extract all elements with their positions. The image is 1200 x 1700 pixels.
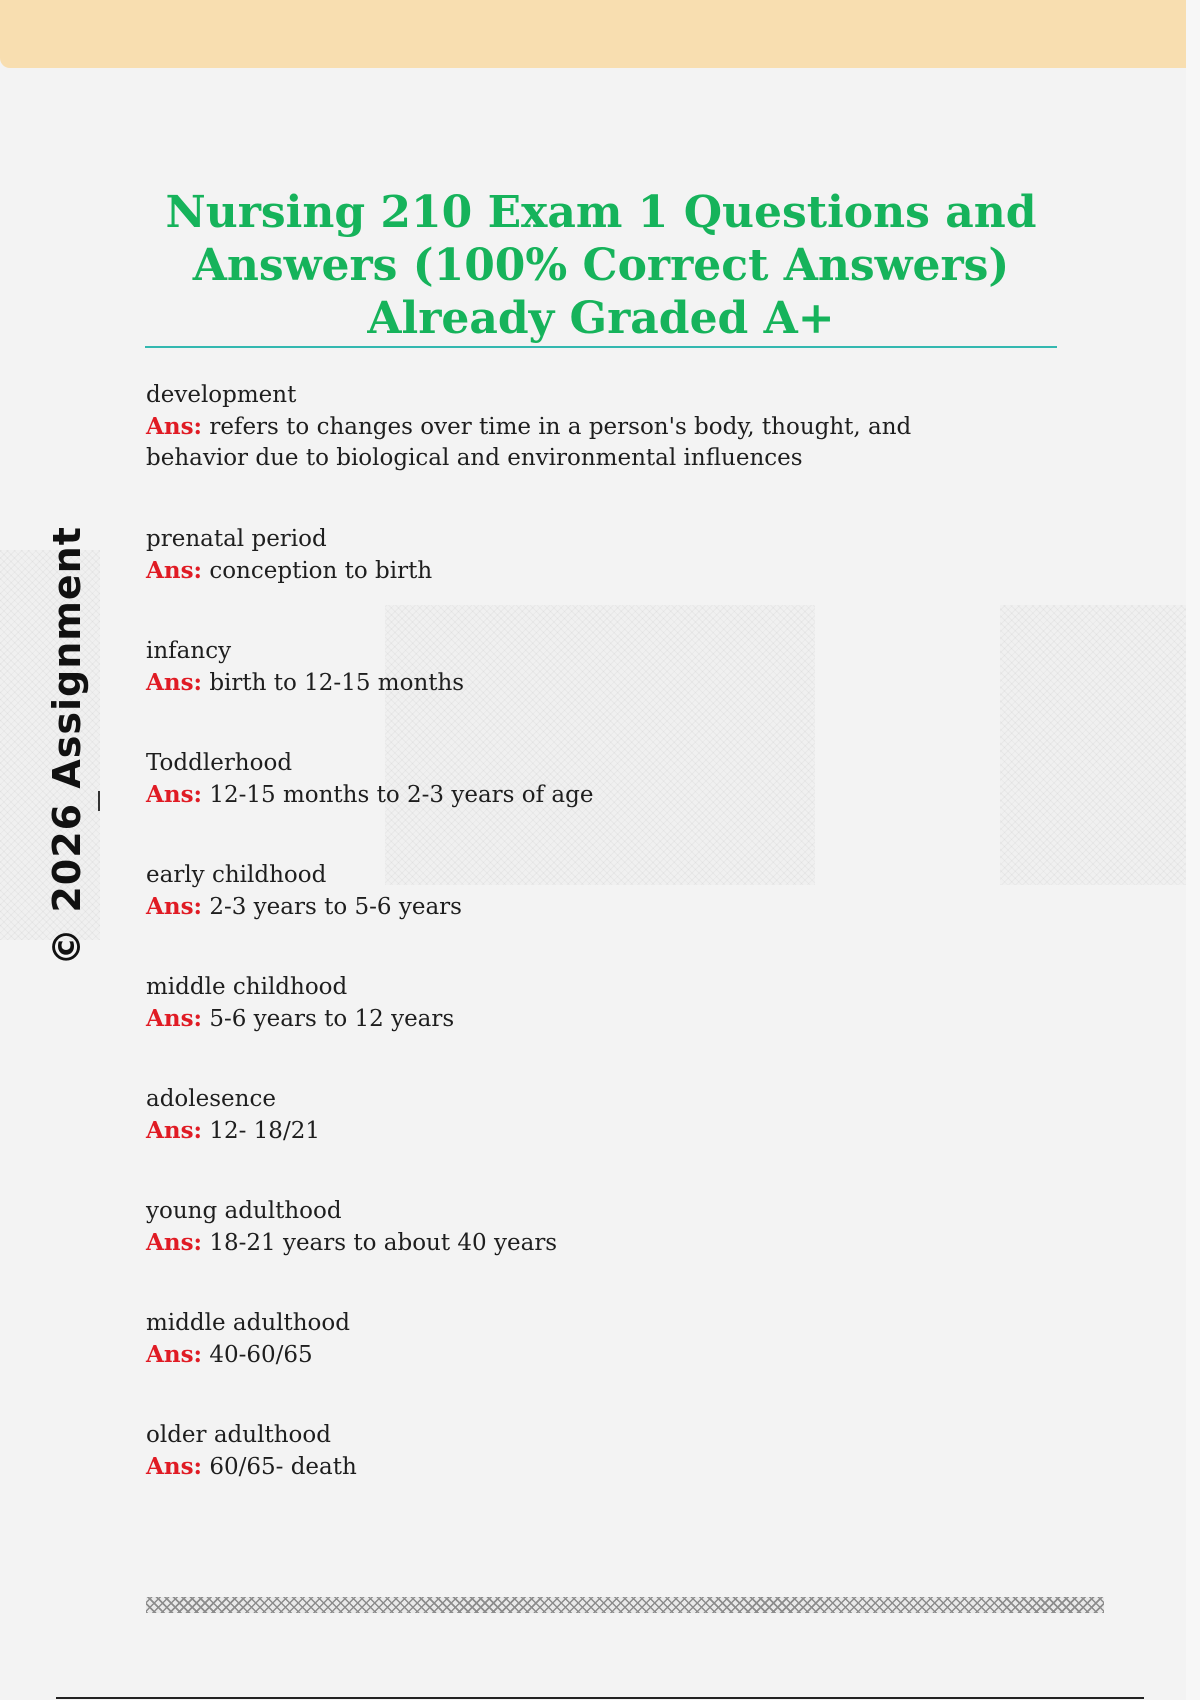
answer-prefix: Ans:: [146, 1117, 203, 1144]
answer-prefix: Ans:: [146, 669, 203, 696]
qa-term: Toddlerhood: [146, 750, 293, 776]
qa-item-middle-adulthood: [146, 1308, 1046, 1371]
answer-prefix: Ans:: [146, 1341, 203, 1368]
qa-term: older adulthood: [146, 1422, 331, 1448]
qa-item-toddlerhood: [146, 748, 1046, 811]
answer-text-line-2: behavior due to biological and environmental influences: [146, 445, 803, 471]
qa-term: middle adulthood: [146, 1310, 350, 1336]
answer-prefix: Ans:: [146, 1005, 203, 1032]
answer-prefix: Ans:: [146, 557, 203, 584]
qa-term: young adulthood: [146, 1198, 342, 1224]
answer-text: 2-3 years to 5-6 years: [209, 894, 462, 920]
qa-item-adolesence: [146, 1084, 1046, 1147]
answer-prefix: Ans:: [146, 781, 203, 808]
qa-term: middle childhood: [146, 974, 348, 1000]
qa-answer: [146, 667, 1046, 699]
title-underline: [145, 346, 1057, 348]
qa-answer: [146, 891, 1046, 923]
qa-term: development: [146, 382, 297, 408]
qa-answer: [146, 1115, 1046, 1147]
top-banner: [0, 0, 1200, 68]
qa-answer: [146, 411, 1046, 474]
qa-term: early childhood: [146, 862, 327, 888]
qa-term: prenatal period: [146, 526, 327, 552]
qa-answer: [146, 1451, 1046, 1483]
page-title: [145, 186, 1057, 345]
qa-term: adolesence: [146, 1086, 276, 1112]
title-line-2: Answers (100% Correct Answers): [192, 240, 1010, 291]
footer-rule: [56, 1697, 1144, 1699]
qa-answer: [146, 1339, 1046, 1371]
answer-text: 5-6 years to 12 years: [209, 1006, 455, 1032]
answer-text: birth to 12-15 months: [209, 670, 465, 696]
qa-item-older-adulthood: [146, 1420, 1046, 1483]
page-edge: [1186, 0, 1200, 1700]
answer-text: conception to birth: [209, 558, 433, 584]
qa-answer: [146, 555, 1046, 587]
title-line-3: Already Graded A+: [367, 293, 835, 344]
qa-item-young-adulthood: [146, 1196, 1046, 1259]
qa-item-infancy: [146, 636, 1046, 699]
answer-prefix: Ans:: [146, 413, 203, 440]
answer-text: 12- 18/21: [209, 1118, 320, 1144]
footer-pattern-band: [146, 1597, 1104, 1613]
answer-text-line-1: refers to changes over time in a person's body, thought, and: [209, 414, 912, 440]
qa-item-prenatal-period: [146, 524, 1046, 587]
qa-answer: [146, 1003, 1046, 1035]
answer-text: 60/65- death: [209, 1454, 357, 1480]
qa-answer: [146, 779, 1046, 811]
answer-text: 12-15 months to 2-3 years of age: [209, 782, 594, 808]
watermark-tick: [98, 791, 100, 811]
qa-item-early-childhood: [146, 860, 1046, 923]
qa-item-development: [146, 380, 1046, 474]
title-line-1: Nursing 210 Exam 1 Questions and: [165, 187, 1037, 238]
qa-item-middle-childhood: [146, 972, 1046, 1035]
answer-prefix: Ans:: [146, 1229, 203, 1256]
qa-term: infancy: [146, 638, 232, 664]
copyright-watermark: © 2026 Assignment: [45, 526, 89, 966]
qa-list: [146, 380, 1046, 1483]
answer-prefix: Ans:: [146, 893, 203, 920]
answer-text: 40-60/65: [209, 1342, 313, 1368]
qa-answer: [146, 1227, 1046, 1259]
answer-text: 18-21 years to about 40 years: [209, 1230, 558, 1256]
answer-prefix: Ans:: [146, 1453, 203, 1480]
